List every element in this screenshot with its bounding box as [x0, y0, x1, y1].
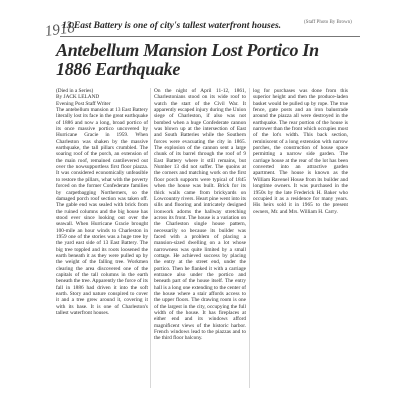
photo-caption: 13 East Battery is one of city's tallest waterfront houses.	[62, 21, 282, 31]
article-column-1	[56, 88, 148, 398]
article-column-1-text: The antebellum mansion at 13 East Battery literally lost its face in the great earthquake of 1886 and now a long, broad portico of its once massive portico uncovered by Hurricane Gracie in 1959. When Charleston was shaken by the massive earthquake, the tall pillars crumbled. The soaring roof of the porch, an extension of the main roof, remained cantilevered out over the nowsupportless first floor piazza. It was considered economically unfeasible to restore the pillars, what with the poverty forced on the former Confederate families by carpetbagging Northerners, so the damaged porch roof section was taken off. The gable end was sealed with brick from the ruined columns and the big house has stood ever since looking out over the seawall. When Hurricane Gracie brought 100-mile an hour winds to Charleston in 1959 one of the stories was a huge tree by the yard east side of 13 East Battery. The big tree toppled and its roots loosened the earth beneath it as they were pulled up by the weight of the falling tree. Workmen clearing the area discovered one of the capitals of the tall columns in the earth beneath the tree. Apparently the force of its fall in 1886 had driven it into the soft earth. Story and nature conspired to cover it and a tree grew around it, covering it with its base. It is one of Charleston's tallest waterfront houses.	[56, 107, 148, 317]
article-column-3	[253, 88, 348, 398]
article-column-3-text: log for purchases was done from this superior height and then the produce-laden basket would be pulled up by rope. The true fence, gate posts and an iron balustrade around the piazza all were destroyed in the earthquake. The rear portion of the house is narrower than the front which occupies most of the lot's width. This back section, reminiscent of a long extension with narrow porches, the construction of house space permitting a narrow side garden. The carriage house at the rear of the lot has been converted into an attractive garden apartment. The house is known as the William Ravenel House from its builder and longtime owners. It was purchased in the 1950s by the late Frederick H. Baker who occupied it as a residence for many years. His heirs sold it in 1965 to the present owners, Mr. and Mrs. William H. Carry.	[253, 88, 348, 215]
article-column-2-text: On the night of April 11-12, 1861, Charlestonians stood on its wide roof to watch the start of the Civil War. It apparently escaped injury during the Union siege of Charleston, if also was not bombed when a huge Confederate cannon was blown up at the intersection of East and South Batteries while the Southern forces were evacuating the city in 1865. The explosion of the cannon sent a large chunk of its barrel through the roof of 9 East Battery where it still remains, but Number 13 did not suffer. The quoins at the corners and matching work on the first floor porch supports were typical of 1845 when the house was built. Brick for its thick walls came from brickyards on Lowcountry rivers. Heart pine went into its sills and flooring and intricately designed ironwork adorns the hallway stretching across its front. The house is a variation on the Charleston single house pattern, necessarily so because its builder was faced with a problem of placing a mansion-sized dwelling on a lot whose narrowness was quite limited by a small cottage. He achieved success by placing the entry at the street end, under the portico. Then he flanked it with a carriage entrance also under the portico and beneath part of the house itself. The entry hall is a long one extending to the center of the house where a stair affords access to the upper floors. The drawing room is one of the largest in the city, occupying the full width of the house. It has fireplaces at either end and its windows afford magnificent views of the historic harbor. French windows lead to the piazzas and to the third floor balcony.	[154, 88, 246, 342]
article-headline: Antebellum Mansion Lost Portico In 1886 Earthquake	[56, 40, 319, 79]
article-column-2	[154, 88, 246, 398]
column-divider	[150, 88, 151, 388]
article-dateline: (Died in a Series)	[56, 88, 94, 94]
article-byline: By JACK LELAND	[56, 94, 100, 101]
column-divider	[249, 88, 250, 388]
handwritten-annotation: 1918	[43, 19, 76, 41]
article-byline-title: Evening Post Staff Writer	[56, 100, 111, 107]
photo-credit: (Staff Photo By Brown)	[304, 20, 352, 25]
